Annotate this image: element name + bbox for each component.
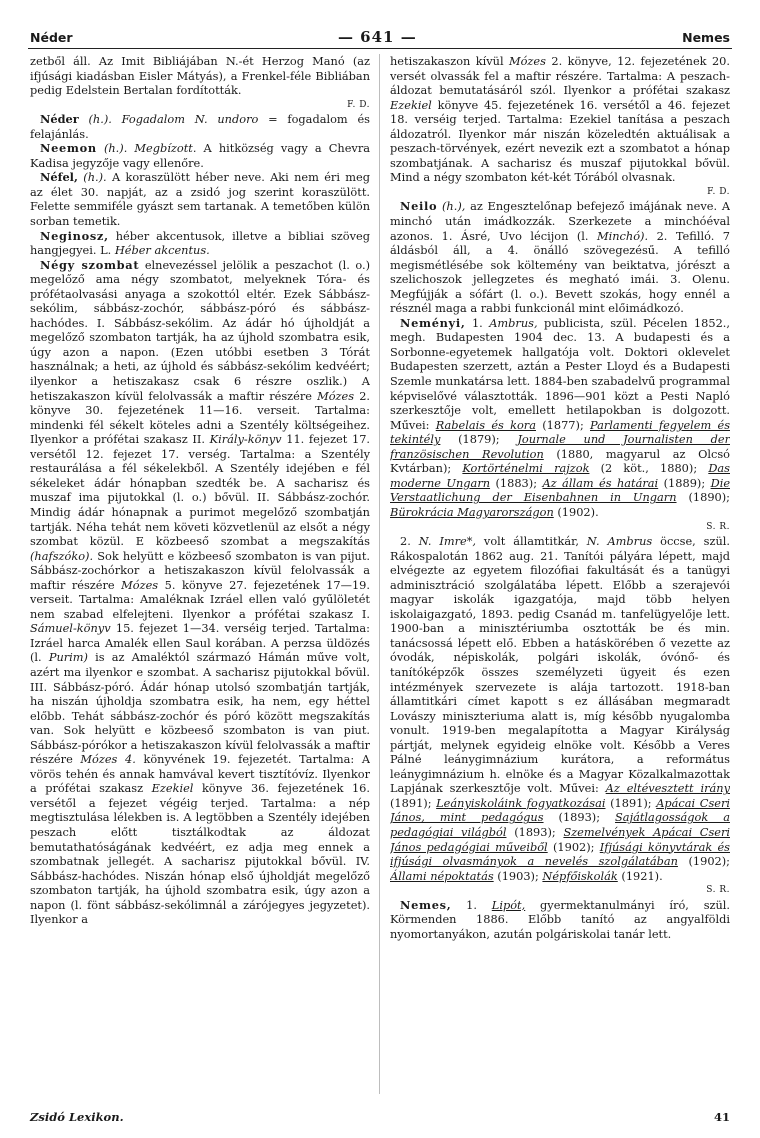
- headword: Nemes,: [400, 897, 452, 912]
- footer-title: Zsidó Lexikon.: [30, 1110, 124, 1124]
- right-column: [390, 54, 730, 1100]
- entry-negy-szombat: Négy szombat elnevezéssel jelölik a peszachot (l. o.) megelőző ama négy szombatot, melyeknek Tóra- és prófétaolvasási anyaga a szokottól eltér. Ezek Sábbász-sekólim, sábbász-zochór, sábbász-póró és sábbász-hachódes. I. Sábbász-sekólim. Az ádár hó újholdját a megelőző szombaton tartják, ha az újhold szombatra esik, úgy azon a napon. (Ezen utóbbi esetben 3 Tórát használnak; a heti, az újhold és sábbász-sekólim kedvéért; ilyenkor a hetiszakasz csak 6 részre oszlik.) A hetiszakaszon kívül felolvassák a maftir részére Mózes 2. könyve 30. fejezetének 11—16. verseit. Tartalma: mindenki fél sékelt köteles adni a Szentély költségeihez. Ilyenkor a prófétai szakasz II. Király-könyv 11. fejezet 17. versétől 12. fejezet 17. verség. Tartalma: a Szentély restaurálása a fél sékelekből. A Szentély idejében e fél sékeleket ádár hónapban szedték be. A sacharisz és muszaf ima pijutokkal (l. o.) bővül. II. Sábbász-zochór. Mindig ádár hónapnak a purimot megelőző szombatján tartják. Néha tehát nem követi közvetlenül az elsőt a négy szombat közül. E közbeeső szombat a megszakítás (hafszóko). Sok helyütt e közbeeső szombaton is van pijut. Sábbász-zochórkor a hetiszakaszon kívül felolvassák a maftir részére Mózes 5. könyve 27. fejezetének 17—19. verseit. Tartalma: Amaléknak Izráel ellen való gyűlöletét nem szabad elfelejteni. Ilyenkor a prófétai szakasz I. Sámuel-könyv 15. fejezet 1—34. verséig terjed. Tartalma: Izráel harca Amalék ellen Saul korában. A perzsa üldözés (l. Purim) is az Amaléktól származó Hámán műve volt, azért ma ilyenkor e szombat. A sacharisz pijutokkal bővül. III. Sábbász-póró. Ádár hónap utolsó szombatján tartják, ha niszán újholdja szombatra esik, ha nem, egy héttel előbb. Tehát sábbász-zochór és póró között megszakítás van. Sok helyütt e közbeeső szombaton is van piut. Sábbász-pórókor a hetiszakaszon kívül felolvassák a maftir részére Mózes 4. könyvének 19. fejezetét. Tartalma: A vörös tehén és annak hamvával kevert tisztítóvíz. Ilyenkor a prófétai szakasz Ezekiel könyve 36. fejezetének 16. versétől a fejezet végéig terjed. Tartalma: a nép megtisztulása lélekben is. A legtöbben a Szentély idejében peszach előtt tisztálkodtak az áldozat bemutathatóságának kedvéért, ez adja meg ennek a szombatnak jellegét. A sacharisz pijutokkal bővül. IV. Sábbász-hachódes. Niszán hónap első újholdját megelőző szombaton tartják, ha újhold szombatra esik, úgy azon a napon (l. fönt sábbász-sekólimnál a zárójegyes jegyzetet). Ilyenkor a: [30, 257, 370, 927]
- header-left-keyword: Néder: [30, 30, 73, 45]
- headword: Neemon: [40, 141, 97, 156]
- entry-nemenyi-imre: 2. N. Imre*, volt államtitkár, N. Ambrus öccse, szül. Rákospalotán 1862 aug. 21. Tanítói pályára lépett, majd elvégezte az egyetem filozófiai fakultását és a tanügyi adminisztráció szolgálatába lépett. Előbb a szerajevói magyar iskolák igazgatója, majd több helyen iskolaigazgató, 1893. pedig Csanád m. tanfelügyelője lett. 1900-ban a minisztériumba osztották be és min. tanácsossá lépett elő. Ebben a hatáskörében ő vezette az óvodák, népiskolák, polgári iskolák, óvónő- és tanítóképzők összes személyzeti ügyeit és ezen intézmények szervezete is alája tartozott. 1918-ban államtitkári címet kapott s ez állásában megmaradt Lovászy miniszteriuma alatt is, míg később nyugalomba vonult. 1919-ben megalapította a Magyar Királyság pártját, melynek egyideig elnöke volt. Később a Veres Pálné leánygimnázium kurátora, a református leánygimnázium h. elnöke és a Magyar Közalkalmazottak Lapjának szerkesztője volt. Művei: Az eltévesztett irány (1891); Leányiskoláink fogyatkozásai (1891); Apácai Cseri János, mint pedagógus (1893); Sajátlagosságok a pedagógiai világból (1893); Szemelvények Apácai Cseri János pedagógiai műveiből (1902); Ifjúsági könyvtárak és ifjúsági olvasmányok a nevelés szolgálatában (1902); Állami népoktatás (1903); Népfőiskolák (1921). S. R.: [390, 534, 730, 898]
- entry-nemes-lipot: Nemes, 1. Lipót, gyermektanulmányi író, szül. Körmenden 1886. Előbb tanító az angyalföldi nyomortanyákon, azután polgáriskolai tanár lett.: [390, 897, 730, 941]
- header-right-keyword: Nemes: [682, 30, 730, 45]
- page-number: — 641 —: [337, 28, 417, 46]
- left-column: [30, 54, 370, 1100]
- entry-neginosz: Neginosz, héber akcentusok, illetve a bibliai szöveg hangjegyei. L. Héber akcentus.: [30, 228, 370, 258]
- author-signature: F. D.: [707, 186, 730, 197]
- headword: Négy szombat: [40, 257, 140, 272]
- entry-neder: Néder (h.). Fogadalom N. undoro = fogadalom és felajánlás.: [30, 112, 370, 141]
- running-header: [30, 28, 730, 50]
- entry-neilo: Neilo (h.), az Engesztelőnap befejező imájának neve. A minchó után imádkozzák. Szerkezete a minchóéval azonos. 1. Ásré, Uvo lécijon (l. Minchó). 2. Tefilló. 7 áldásból áll, a 4. önálló szövegezésű. A tefilló megismétlésébe sok költemény van beiktatva, jórészt a szelichoszok jellegzetes és megható imái. 3. Olenu. Megfújják a sófárt (l. o.). Bevett szokás, hogy ennél a résznél maga a rabbi funkcionál mint előimádkozó.: [390, 199, 730, 316]
- headword: Neginosz,: [40, 228, 109, 243]
- headword: Néfel,: [40, 170, 78, 185]
- text-columns: [30, 54, 730, 1100]
- entry-nemenyi-ambrus: Neményi, 1. Ambrus, publicista, szül. Pécelen 1852., megh. Budapesten 1904 dec. 13. A budapesti és a Sorbonne-egyetemek hallgatója volt. Doktori oklevelet Budapesten szerzett, aztán a Pester Lloyd és a Budapesti Szemle munkatársa lett. 1884-ben szabadelvű programmal képviselővé választották. 1896—901 közt a Pesti Napló szerkesztője volt, emellett hetilapokban is dolgozott. Művei: Rabelais és kora (1877); Parlamenti fegyelem és tekintély (1879); Journale und Journalisten der französischen Revolution (1880, magyarul az Olcsó Kvtárban); Kortörténelmi rajzok (2 köt., 1880); Das moderne Ungarn (1883); Az állam és határai (1889); Die Verstaatlichung der Eisenbahnen in Ungarn (1890); Bürokrácia Magyarországon (1902). S. R.: [390, 316, 730, 534]
- headword: Néder: [40, 112, 79, 127]
- author-signature: S. R.: [706, 885, 730, 896]
- headword: Neilo: [400, 199, 438, 214]
- header-rule: [28, 48, 732, 49]
- author-signature: S. R.: [706, 521, 730, 532]
- entry-continuation: zetből áll. Az Imit Bibliájában N.-ét Herzog Manó (az ifjúsági kiadásban Eisler Mátyás), a Frenkel-féle Bibliában pedig Edelstein Bertalan fordították. F. D.: [30, 54, 370, 112]
- entry-neemon: Neemon (h.). Megbízott. A hitközség vagy a Chevra Kadisa jegyzője vagy ellenőre.: [30, 141, 370, 170]
- author-signature: F. D.: [347, 99, 370, 110]
- page-footer: [30, 1110, 730, 1130]
- entry-nefel: Néfel, (h.). A koraszülött héber neve. Aki nem éri meg az élet 30. napját, az a zsidó jog szerint koraszülött. Felette semmiféle gyászt sem tartanak. A temetőben külön sorban temetik.: [30, 170, 370, 229]
- signature-mark: 41: [713, 1110, 730, 1124]
- entry-negy-szombat-continued: hetiszakaszon kívül Mózes 2. könyve, 12. fejezetének 20. versét olvassák fel a maftir részére. Tartalma: A peszach-áldozat bemutatásáról szól. Ilyenkor a prófétai szakasz Ezekiel könyve 45. fejezetének 16. versétől a 46. fejezet 18. verséig terjed. Tartalma: Ezekiel tanítása a peszach áldozatról. Ilyenkor már niszán közeledtén aktuálisak a peszach-törvények, ezért nevezik ezt a szombatot a hónap szombatjának. A sacharisz és muszaf pijutokkal bővül. Mind a négy szombaton két-két Tórából olvasnak. F. D.: [390, 54, 730, 199]
- headword: Neményi,: [400, 315, 466, 330]
